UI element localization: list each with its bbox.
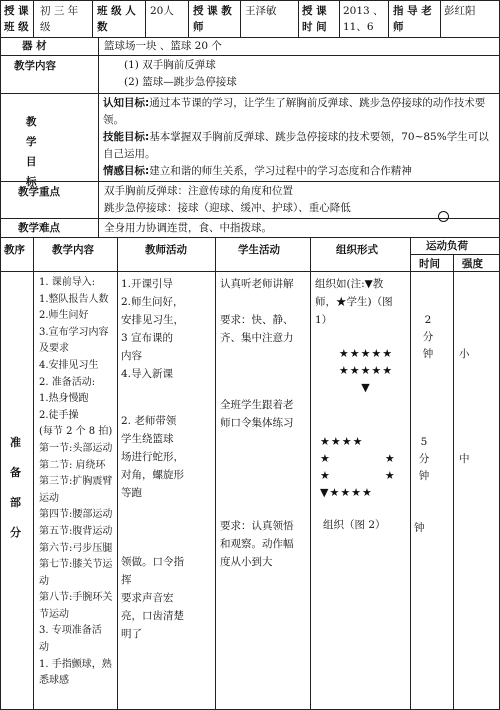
emotion-goal — [103, 163, 495, 180]
time-block-b — [414, 434, 434, 485]
student-line: 度从小到大 — [220, 556, 273, 568]
prep-content-list — [39, 275, 115, 690]
org-line: 1） — [315, 314, 333, 326]
time-line: 2 — [424, 314, 432, 326]
content-line: 及要求 — [39, 343, 69, 355]
content-line: 第六节:弓步压腿 — [39, 542, 113, 554]
teacher-activity-a — [121, 275, 213, 383]
difficulty-value: 全身用力协调连贯，食、中指拨球。 — [104, 222, 272, 234]
teacher-value: 王泽敏 — [245, 5, 277, 17]
content-item-1: (1) 双手胸前反弹球 — [124, 59, 216, 71]
col-order: 教序 — [4, 244, 25, 256]
content-line: 2. 准备活动: — [39, 376, 96, 388]
content-line: 1.热身慢跑 — [39, 393, 89, 405]
cognitive-goal — [103, 95, 495, 128]
content-line: 第二节: 肩绕环 — [39, 459, 106, 471]
time-line: 5 — [420, 436, 428, 448]
key-points-line-1: 双手胸前反弹球：注意传球的角度和位置 — [104, 185, 293, 197]
teacher-activity-b — [121, 412, 213, 502]
teach-class-label: 授 课 班 级 — [4, 5, 29, 33]
student-activity-b — [220, 396, 308, 432]
intensity-a: 小 — [459, 348, 470, 360]
content-line: 节运动 — [39, 608, 69, 620]
content-row — [0, 55, 500, 94]
time-line: 钟 — [422, 348, 434, 360]
cognitive-goal-head: 认知目标: — [103, 97, 150, 109]
advisor-label: 指 导 老 师 — [393, 5, 432, 33]
student-line: 全班学生跟着老 — [220, 399, 294, 411]
student-line: 齐、集中注意力 — [220, 332, 294, 344]
col-student: 学生活动 — [238, 244, 280, 256]
skill-goal — [103, 129, 495, 162]
class-size-value: 20人 — [150, 5, 174, 17]
content-line: 1. 手指颤球，熟 — [39, 658, 112, 670]
teacher-label: 授 课 教 师 — [193, 5, 232, 33]
teacher-line: 场进行蛇形， — [121, 451, 184, 463]
student-line: 要求：快、静、 — [220, 314, 294, 326]
content-line: 动 — [39, 575, 49, 587]
formation-figure-1 — [331, 345, 401, 396]
formation-row: ★★★★ — [320, 435, 364, 448]
org-line: 师，★学生)（图 — [315, 296, 393, 308]
formation-row: ★★★★★ — [338, 364, 394, 377]
advisor-value: 彭红阳 — [444, 5, 476, 17]
grade-value: 初 三 年 级 — [40, 5, 79, 33]
equipment-value: 篮球场一块 、篮球 20 个 — [104, 40, 222, 52]
equipment-label: 器 材 — [22, 40, 47, 52]
student-line: 认真听老师讲解 — [220, 278, 294, 290]
student-activity-c — [220, 517, 308, 571]
teacher-activity-c — [121, 553, 213, 643]
teacher-line: 要求声音宏 — [121, 592, 174, 604]
content-line: 第五节:腹背运动 — [39, 525, 113, 537]
teacher-line: 亮，口齿清楚 — [121, 610, 184, 622]
content-line: 3.宣布学习内容 — [39, 326, 109, 338]
content-line: 4.安排见习生 — [39, 359, 99, 371]
col-org: 组织形式 — [336, 244, 378, 256]
student-line: 和观察。动作幅 — [220, 538, 294, 550]
student-activity-a — [220, 275, 308, 347]
col-load: 运动负荷 — [426, 240, 468, 252]
key-points-label: 教学重点 — [18, 186, 60, 198]
org-caption-2: 组织（图 2） — [323, 519, 386, 531]
teacher-line: 明了 — [121, 628, 142, 640]
content-line: (每节 2 个 8 拍) — [39, 426, 113, 438]
student-line — [220, 293, 308, 311]
time-value: 2013 、 11、6 — [343, 5, 384, 33]
difficulty-label: 教学难点 — [18, 222, 60, 234]
teacher-line: 4.导入新课 — [121, 368, 174, 380]
teacher-line: 等跑 — [121, 487, 142, 499]
student-line: 要求：认真领悟 — [220, 520, 294, 532]
content-line: 3. 专项准备活 — [39, 625, 102, 637]
skill-goal-head: 技能目标: — [103, 131, 150, 143]
emotion-goal-text: 建立和谐的师生关系，学习过程中的学习态度和合作精神 — [149, 165, 412, 177]
teacher-line: 内容 — [121, 350, 142, 362]
content-line: 2.徒手操 — [39, 409, 79, 421]
content-line: 2.师生问好 — [39, 310, 89, 322]
content-line: 运动 — [39, 492, 59, 504]
cognitive-goal-text: 通过本节课的学习，让学生了解胸前反弹球、跳步急停接球的动作技术要领。 — [103, 97, 486, 126]
col-intensity: 强度 — [462, 258, 483, 270]
prep-section-label: 准 备 部 分 — [10, 436, 21, 539]
key-points-line-2: 跳步急停接球：接球（迎球、缓冲、护球）、重心降低 — [104, 202, 351, 214]
teacher-line: 安排见习生， — [121, 314, 184, 326]
content-line: 第七节:膝关节运 — [39, 559, 113, 571]
time-line: 分 — [422, 331, 434, 343]
teacher-line: 3 宣布课的 — [121, 332, 174, 344]
teacher-line: 领做。口令指 — [121, 556, 184, 568]
goals-label: 教 学 目 标 — [26, 116, 43, 188]
skill-goal-text: 基本掌握双手胸前反弹球、跳步急停接球的技术要领，70~85%学生可以自己运用。 — [103, 131, 489, 160]
content-item-2: (2) 篮球—跳步急停接球 — [124, 76, 237, 88]
content-label: 教学内容 — [14, 60, 56, 72]
formation-row: ▼ — [361, 381, 371, 394]
time-line: 分 — [418, 453, 430, 465]
teacher-line: 学生绕篮球 — [121, 433, 174, 445]
col-content: 教学内容 — [52, 244, 94, 256]
content-line: 1.整队报告人数 — [39, 293, 109, 305]
content-line: 第一节:头部运动 — [39, 442, 113, 454]
org-description — [315, 275, 409, 329]
formation-row: ★ ★ — [320, 452, 396, 465]
emotion-goal-head: 情感目标: — [103, 165, 150, 177]
teacher-line: 1.开课引导 — [121, 278, 174, 290]
formation-row: ★★★★★ — [338, 347, 394, 360]
time-block-a — [418, 312, 438, 363]
time-b-unit: 钟 — [414, 522, 425, 534]
time-line: 钟 — [418, 470, 430, 482]
content-line: 1. 课前导入: — [39, 277, 96, 288]
col-time: 时间 — [419, 258, 440, 270]
org-line: 组织如(注:▼教 — [315, 278, 384, 290]
student-line: 师口令集体练习 — [220, 417, 294, 429]
formation-row: ★ ★ — [320, 469, 396, 482]
content-line: 动 — [39, 642, 49, 654]
class-size-label: 班 级 人 数 — [97, 5, 136, 33]
time-label: 授 课 时 间 — [302, 5, 327, 33]
formation-figure-2 — [320, 433, 400, 501]
content-line: 悉球感 — [39, 675, 69, 687]
content-line: 第八节:手腕环关 — [39, 592, 113, 604]
col-teacher: 教师活动 — [145, 244, 187, 256]
content-line: 第三节:扩胸震臂 — [39, 476, 113, 488]
formation-row: ▼★★★★ — [320, 486, 373, 499]
teacher-line: 2.师生问好， — [121, 296, 184, 308]
equipment-row — [0, 37, 500, 56]
intensity-b: 中 — [459, 453, 470, 465]
teacher-line: 挥 — [121, 574, 132, 586]
teacher-line: 2. 老师带领 — [121, 415, 177, 427]
content-line: 第四节:腰部运动 — [39, 509, 113, 521]
teacher-line: 对角，螺旋形 — [121, 469, 184, 481]
